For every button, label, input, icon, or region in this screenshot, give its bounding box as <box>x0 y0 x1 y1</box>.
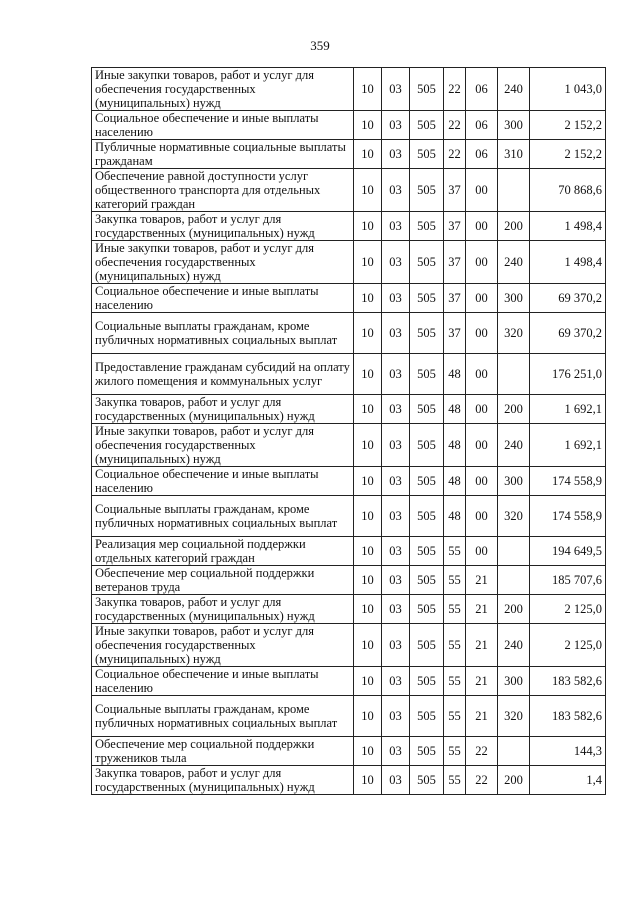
section-code: 10 <box>354 424 382 467</box>
subsection-code: 03 <box>382 395 410 424</box>
amount: 2 125,0 <box>530 595 606 624</box>
direction-code: 00 <box>466 284 498 313</box>
item-name: Иные закупки товаров, работ и услуг для обеспечения государственных (муниципальных) нужд <box>92 624 354 667</box>
expense-type-code: 300 <box>498 467 530 496</box>
subsection-code: 03 <box>382 424 410 467</box>
direction-code: 00 <box>466 537 498 566</box>
section-code: 10 <box>354 395 382 424</box>
table-row <box>92 284 606 313</box>
subsection-code: 03 <box>382 212 410 241</box>
subprogram-code: 48 <box>444 424 466 467</box>
budget-table-body <box>92 68 606 795</box>
subprogram-code: 22 <box>444 140 466 169</box>
direction-code: 00 <box>466 241 498 284</box>
subprogram-code: 48 <box>444 467 466 496</box>
subsection-code: 03 <box>382 595 410 624</box>
program-code: 505 <box>410 354 444 395</box>
item-name: Социальное обеспечение и иные выплаты населению <box>92 667 354 696</box>
section-code: 10 <box>354 624 382 667</box>
amount: 70 868,6 <box>530 169 606 212</box>
subprogram-code: 48 <box>444 496 466 537</box>
program-code: 505 <box>410 68 444 111</box>
table-row <box>92 212 606 241</box>
amount: 1 692,1 <box>530 424 606 467</box>
item-name: Закупка товаров, работ и услуг для государственных (муниципальных) нужд <box>92 766 354 795</box>
amount: 1 043,0 <box>530 68 606 111</box>
expense-type-code: 320 <box>498 696 530 737</box>
table-row <box>92 68 606 111</box>
direction-code: 06 <box>466 111 498 140</box>
section-code: 10 <box>354 284 382 313</box>
expense-type-code: 310 <box>498 140 530 169</box>
expense-type-code: 300 <box>498 667 530 696</box>
expense-type-code: 240 <box>498 424 530 467</box>
section-code: 10 <box>354 467 382 496</box>
expense-type-code: 240 <box>498 68 530 111</box>
expense-type-code: 200 <box>498 395 530 424</box>
subprogram-code: 22 <box>444 68 466 111</box>
item-name: Социальное обеспечение и иные выплаты населению <box>92 467 354 496</box>
section-code: 10 <box>354 737 382 766</box>
subprogram-code: 37 <box>444 241 466 284</box>
subsection-code: 03 <box>382 68 410 111</box>
expense-type-code: 300 <box>498 284 530 313</box>
table-row <box>92 766 606 795</box>
table-row <box>92 111 606 140</box>
program-code: 505 <box>410 696 444 737</box>
subsection-code: 03 <box>382 284 410 313</box>
amount: 185 707,6 <box>530 566 606 595</box>
section-code: 10 <box>354 496 382 537</box>
direction-code: 21 <box>466 624 498 667</box>
expense-type-code: 320 <box>498 496 530 537</box>
amount: 183 582,6 <box>530 667 606 696</box>
subsection-code: 03 <box>382 737 410 766</box>
subprogram-code: 55 <box>444 537 466 566</box>
item-name: Социальное обеспечение и иные выплаты населению <box>92 111 354 140</box>
table-row <box>92 354 606 395</box>
direction-code: 06 <box>466 68 498 111</box>
table-row <box>92 696 606 737</box>
item-name: Предоставление гражданам субсидий на оплату жилого помещения и коммунальных услуг <box>92 354 354 395</box>
table-row <box>92 241 606 284</box>
item-name: Социальное обеспечение и иные выплаты населению <box>92 284 354 313</box>
expense-type-code <box>498 169 530 212</box>
subsection-code: 03 <box>382 467 410 496</box>
section-code: 10 <box>354 111 382 140</box>
direction-code: 00 <box>466 467 498 496</box>
table-row <box>92 467 606 496</box>
amount: 2 125,0 <box>530 624 606 667</box>
program-code: 505 <box>410 424 444 467</box>
program-code: 505 <box>410 737 444 766</box>
amount: 69 370,2 <box>530 284 606 313</box>
amount: 176 251,0 <box>530 354 606 395</box>
section-code: 10 <box>354 68 382 111</box>
direction-code: 00 <box>466 212 498 241</box>
section-code: 10 <box>354 241 382 284</box>
subprogram-code: 55 <box>444 667 466 696</box>
program-code: 505 <box>410 284 444 313</box>
direction-code: 00 <box>466 354 498 395</box>
expense-type-code <box>498 566 530 595</box>
table-row <box>92 537 606 566</box>
expense-type-code: 320 <box>498 313 530 354</box>
program-code: 505 <box>410 169 444 212</box>
subprogram-code: 37 <box>444 212 466 241</box>
subprogram-code: 55 <box>444 696 466 737</box>
subsection-code: 03 <box>382 111 410 140</box>
table-row <box>92 566 606 595</box>
subprogram-code: 55 <box>444 766 466 795</box>
subprogram-code: 22 <box>444 111 466 140</box>
subprogram-code: 48 <box>444 354 466 395</box>
item-name: Закупка товаров, работ и услуг для государственных (муниципальных) нужд <box>92 595 354 624</box>
table-row <box>92 395 606 424</box>
program-code: 505 <box>410 624 444 667</box>
program-code: 505 <box>410 395 444 424</box>
direction-code: 00 <box>466 496 498 537</box>
direction-code: 00 <box>466 313 498 354</box>
program-code: 505 <box>410 140 444 169</box>
subprogram-code: 37 <box>444 284 466 313</box>
direction-code: 22 <box>466 766 498 795</box>
section-code: 10 <box>354 667 382 696</box>
section-code: 10 <box>354 212 382 241</box>
direction-code: 00 <box>466 424 498 467</box>
amount: 1 692,1 <box>530 395 606 424</box>
subsection-code: 03 <box>382 537 410 566</box>
direction-code: 22 <box>466 737 498 766</box>
page-number: 359 <box>310 38 330 53</box>
section-code: 10 <box>354 595 382 624</box>
direction-code: 21 <box>466 667 498 696</box>
expense-type-code: 240 <box>498 624 530 667</box>
table-row <box>92 595 606 624</box>
expense-type-code: 240 <box>498 241 530 284</box>
program-code: 505 <box>410 212 444 241</box>
amount: 144,3 <box>530 737 606 766</box>
amount: 1 498,4 <box>530 212 606 241</box>
section-code: 10 <box>354 766 382 795</box>
subprogram-code: 55 <box>444 566 466 595</box>
expense-type-code: 200 <box>498 766 530 795</box>
item-name: Реализация мер социальной поддержки отдельных категорий граждан <box>92 537 354 566</box>
table-row <box>92 624 606 667</box>
direction-code: 00 <box>466 169 498 212</box>
table-row <box>92 667 606 696</box>
item-name: Публичные нормативные социальные выплаты гражданам <box>92 140 354 169</box>
direction-code: 06 <box>466 140 498 169</box>
subsection-code: 03 <box>382 766 410 795</box>
item-name: Обеспечение мер социальной поддержки ветеранов труда <box>92 566 354 595</box>
amount: 2 152,2 <box>530 140 606 169</box>
subsection-code: 03 <box>382 354 410 395</box>
subprogram-code: 37 <box>444 313 466 354</box>
table-row <box>92 169 606 212</box>
program-code: 505 <box>410 313 444 354</box>
table-row <box>92 424 606 467</box>
table-row <box>92 140 606 169</box>
expense-type-code <box>498 354 530 395</box>
section-code: 10 <box>354 566 382 595</box>
item-name: Социальные выплаты гражданам, кроме публичных нормативных социальных выплат <box>92 696 354 737</box>
direction-code: 21 <box>466 696 498 737</box>
item-name: Закупка товаров, работ и услуг для государственных (муниципальных) нужд <box>92 212 354 241</box>
table-row <box>92 313 606 354</box>
amount: 69 370,2 <box>530 313 606 354</box>
subsection-code: 03 <box>382 313 410 354</box>
subsection-code: 03 <box>382 696 410 737</box>
amount: 1 498,4 <box>530 241 606 284</box>
section-code: 10 <box>354 696 382 737</box>
budget-table <box>91 67 606 795</box>
program-code: 505 <box>410 566 444 595</box>
expense-type-code: 300 <box>498 111 530 140</box>
subsection-code: 03 <box>382 140 410 169</box>
subprogram-code: 37 <box>444 169 466 212</box>
amount: 183 582,6 <box>530 696 606 737</box>
table-row <box>92 496 606 537</box>
subsection-code: 03 <box>382 241 410 284</box>
program-code: 505 <box>410 766 444 795</box>
expense-type-code: 200 <box>498 595 530 624</box>
item-name: Закупка товаров, работ и услуг для государственных (муниципальных) нужд <box>92 395 354 424</box>
section-code: 10 <box>354 537 382 566</box>
program-code: 505 <box>410 241 444 284</box>
program-code: 505 <box>410 111 444 140</box>
section-code: 10 <box>354 354 382 395</box>
item-name: Обеспечение мер социальной поддержки тружеников тыла <box>92 737 354 766</box>
subsection-code: 03 <box>382 496 410 537</box>
table-row <box>92 737 606 766</box>
program-code: 505 <box>410 537 444 566</box>
item-name: Иные закупки товаров, работ и услуг для обеспечения государственных (муниципальных) нужд <box>92 241 354 284</box>
program-code: 505 <box>410 595 444 624</box>
subprogram-code: 55 <box>444 595 466 624</box>
section-code: 10 <box>354 140 382 169</box>
subsection-code: 03 <box>382 169 410 212</box>
amount: 2 152,2 <box>530 111 606 140</box>
expense-type-code <box>498 537 530 566</box>
subsection-code: 03 <box>382 624 410 667</box>
subprogram-code: 48 <box>444 395 466 424</box>
subprogram-code: 55 <box>444 624 466 667</box>
direction-code: 21 <box>466 595 498 624</box>
amount: 174 558,9 <box>530 496 606 537</box>
item-name: Социальные выплаты гражданам, кроме публичных нормативных социальных выплат <box>92 496 354 537</box>
expense-type-code: 200 <box>498 212 530 241</box>
item-name: Обеспечение равной доступности услуг общественного транспорта для отдельных категорий граждан <box>92 169 354 212</box>
program-code: 505 <box>410 667 444 696</box>
item-name: Социальные выплаты гражданам, кроме публичных нормативных социальных выплат <box>92 313 354 354</box>
section-code: 10 <box>354 169 382 212</box>
amount: 1,4 <box>530 766 606 795</box>
section-code: 10 <box>354 313 382 354</box>
expense-type-code <box>498 737 530 766</box>
item-name: Иные закупки товаров, работ и услуг для обеспечения государственных (муниципальных) нужд <box>92 68 354 111</box>
direction-code: 21 <box>466 566 498 595</box>
subsection-code: 03 <box>382 667 410 696</box>
direction-code: 00 <box>466 395 498 424</box>
amount: 174 558,9 <box>530 467 606 496</box>
subsection-code: 03 <box>382 566 410 595</box>
program-code: 505 <box>410 467 444 496</box>
program-code: 505 <box>410 496 444 537</box>
item-name: Иные закупки товаров, работ и услуг для обеспечения государственных (муниципальных) нужд <box>92 424 354 467</box>
amount: 194 649,5 <box>530 537 606 566</box>
subprogram-code: 55 <box>444 737 466 766</box>
